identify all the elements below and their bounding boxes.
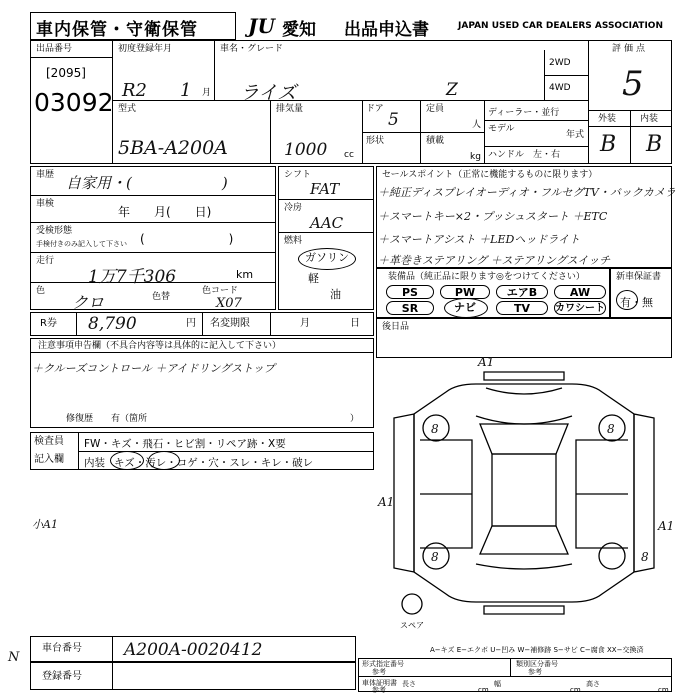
category-label: 類別区分番号 bbox=[516, 660, 558, 668]
displacement-label: 排気量 bbox=[276, 104, 304, 114]
mileage-label: 走行 bbox=[36, 256, 55, 266]
interior-score: B bbox=[646, 132, 663, 157]
drive-4wd: 4WD bbox=[549, 83, 571, 93]
doors: 5 bbox=[388, 110, 399, 130]
listing-number-label: 出品番号 bbox=[36, 44, 73, 54]
ac-label: 冷房 bbox=[284, 203, 303, 213]
inspector-label-1: 検査員 bbox=[34, 436, 64, 447]
car-name: ライズ bbox=[240, 82, 297, 104]
model: 5BA-A200A bbox=[118, 137, 228, 159]
fuel-oil: 油 bbox=[330, 288, 341, 301]
sales-point-1: ＋純正ディスプレイオーディオ・フルセグTV・バックカメラ bbox=[378, 186, 676, 199]
sales-point-4: ＋革巻きステアリング ＋ステアリングスイッチ bbox=[378, 254, 611, 267]
inspector-remark: 小A1 bbox=[32, 518, 58, 531]
car-name-label: 車名・グレード bbox=[220, 44, 284, 54]
shape-label: 形状 bbox=[366, 136, 385, 146]
model-year-label: モデル bbox=[488, 124, 515, 134]
load-label: 積載 bbox=[426, 136, 445, 146]
notes-title: 注意事項申告欄（不具合内容等は具体的に記入して下さい） bbox=[38, 341, 282, 351]
ac: AAC bbox=[310, 214, 344, 232]
color-change-label: 色替 bbox=[152, 292, 171, 302]
width-label: 幅 bbox=[494, 680, 501, 688]
r-ticket-unit: 円 bbox=[186, 318, 196, 329]
drive-2wd: 2WD bbox=[549, 58, 571, 68]
repair-history-label: 修復歴 有（箇所 bbox=[66, 414, 148, 424]
form-spec-label: 形式指定番号 bbox=[362, 660, 404, 668]
usage-value: 自家用・( ) bbox=[66, 174, 228, 192]
name-change-day: 日 bbox=[350, 318, 360, 329]
interior-stain-circle bbox=[148, 451, 180, 470]
shift: FAT bbox=[310, 180, 340, 198]
width-unit: cm bbox=[570, 686, 581, 694]
damage-legend: A−キズ E−エクボ U−凹み W−補修跡 S−サビ C−腐食 XX−交換済 bbox=[430, 646, 644, 654]
inspector-label-2: 記入欄 bbox=[34, 454, 64, 465]
score: 5 bbox=[622, 64, 644, 104]
inspection-label: 車検 bbox=[36, 199, 55, 209]
equipment-title: 装備品（純正品に限ります◎をつけてください） bbox=[388, 272, 585, 282]
sales-point-2: ＋スマートキー×2・プッシュスタート ＋ETC bbox=[378, 210, 608, 223]
warranty-yes-circle bbox=[616, 290, 638, 310]
inspector-interior-row: キズ・汚レ・コゲ・穴・スレ・キレ・破レ bbox=[114, 457, 314, 469]
fuel-label: 燃料 bbox=[284, 236, 303, 246]
score-label: 評価点 bbox=[612, 44, 649, 54]
new-warranty-value: 有・無 bbox=[620, 296, 653, 309]
r-ticket-label: R券 bbox=[40, 318, 57, 329]
fuel-gasoline: ガソリン bbox=[305, 251, 349, 264]
height-unit: cm bbox=[658, 686, 669, 694]
equip-airbag: エアB bbox=[496, 285, 548, 299]
later-docs-block bbox=[376, 318, 672, 358]
shift-label: シフト bbox=[284, 170, 312, 180]
usage-label: 車歴 bbox=[36, 170, 55, 180]
equip-navi: ナビ bbox=[454, 301, 476, 314]
registration-label: 登録番号 bbox=[42, 671, 82, 682]
spare-label: スペア bbox=[400, 621, 424, 630]
name-change-month: 月 bbox=[300, 318, 310, 329]
reception-label: 受検形態 bbox=[36, 226, 73, 236]
capacity-unit: 人 bbox=[472, 120, 482, 130]
reception-value: ( ) bbox=[140, 232, 234, 246]
inspector-interior-label: 内装 bbox=[84, 457, 105, 469]
interior-scratch-circle bbox=[110, 451, 144, 470]
inspection-value: 年 月( 日) bbox=[118, 205, 212, 219]
storage-title: 車内保管・守衛保管 bbox=[36, 20, 198, 40]
inspector-exterior-row: FW・キズ・飛石・ヒビ割・リペア跡・X要 bbox=[84, 438, 286, 450]
form-title: 出品申込書 bbox=[344, 20, 429, 40]
first-registration-month: 1 bbox=[180, 80, 192, 101]
chassis-label: 車台番号 bbox=[42, 643, 82, 654]
interior-label: 内装 bbox=[640, 114, 659, 124]
model-year-unit: 年式 bbox=[566, 130, 585, 140]
sales-point-3: ＋スマートアシスト ＋LEDヘッドライト bbox=[378, 233, 580, 246]
length-unit: cm bbox=[478, 686, 489, 694]
equip-sr: SR bbox=[386, 301, 434, 315]
org-name-en: JAPAN USED CAR DEALERS ASSOCIATION bbox=[458, 21, 663, 31]
load-unit: kg bbox=[470, 152, 481, 162]
mileage-unit: km bbox=[236, 268, 254, 281]
first-registration-era: R2 bbox=[122, 80, 148, 101]
exterior-label: 外装 bbox=[598, 114, 617, 124]
mileage: 1万7千306 bbox=[88, 267, 177, 287]
fuel-light: 軽 bbox=[308, 272, 319, 285]
car-grade: Z bbox=[446, 80, 458, 100]
notes-entry: ＋クルーズコントロール ＋アイドリングストップ bbox=[32, 362, 275, 375]
side-mark: N bbox=[8, 650, 20, 665]
ju-logo: JU bbox=[248, 14, 275, 38]
diagram-mark-wheel-fr: 8 bbox=[607, 422, 615, 436]
reception-note: 手検付きのみ記入して下さい bbox=[36, 240, 127, 248]
lot-number: 03092 bbox=[34, 88, 114, 117]
chassis-number: A200A-0020412 bbox=[124, 640, 263, 660]
diagram-mark-a1-front: A1 bbox=[478, 355, 495, 369]
diagram-mark-a1-left: A1 bbox=[378, 495, 395, 509]
org-name: 愛知 bbox=[282, 20, 316, 40]
handle-label: ハンドル 左・右 bbox=[488, 150, 561, 160]
first-registration-label: 初度登録年月 bbox=[118, 44, 173, 54]
length-label: 長さ bbox=[402, 680, 416, 688]
equip-aw: AW bbox=[554, 285, 606, 299]
later-docs-label: 後日品 bbox=[382, 322, 410, 332]
sales-points-title: セールスポイント（正常に機能するものに限ります） bbox=[382, 170, 598, 180]
bracket-number: [2095] bbox=[46, 66, 86, 80]
dealer-label: ディーラー・並行 bbox=[488, 108, 560, 118]
equip-ps: PS bbox=[386, 285, 434, 299]
diagram-mark-wheel-fl: 8 bbox=[431, 422, 439, 436]
doors-label: ドア bbox=[366, 104, 384, 114]
diagram-mark-a1-right: A1 bbox=[658, 519, 675, 533]
r-ticket-value: 8,790 bbox=[88, 314, 137, 334]
repair-history-close: ） bbox=[350, 414, 360, 424]
equip-navi-circle bbox=[444, 298, 488, 318]
height-label: 高さ bbox=[586, 680, 600, 688]
car-damage-diagram bbox=[376, 355, 675, 644]
equip-pw: PW bbox=[440, 285, 490, 299]
name-change-label: 名変期限 bbox=[210, 318, 250, 329]
diagram-mark-wheel-rl: 8 bbox=[431, 550, 439, 564]
color: クロ bbox=[72, 293, 105, 312]
new-warranty-label: 新車保証書 bbox=[616, 272, 662, 282]
month-unit: 月 bbox=[202, 88, 212, 98]
capacity-label: 定員 bbox=[426, 104, 445, 114]
equip-kawa-seat: カワシート bbox=[555, 303, 605, 314]
displacement-unit: cc bbox=[344, 150, 354, 160]
model-label: 型式 bbox=[118, 104, 137, 114]
color-code: X07 bbox=[216, 296, 242, 311]
exterior-score: B bbox=[600, 132, 617, 157]
equip-tv: TV bbox=[496, 301, 548, 315]
form-spec-ref: 参考 bbox=[372, 668, 386, 676]
cert-label: 車体証明書 bbox=[362, 679, 397, 687]
diagram-mark-wheel-rr: 8 bbox=[641, 550, 649, 564]
cert-ref: 参考 bbox=[372, 686, 386, 694]
color-code-label: 色コード bbox=[202, 286, 239, 296]
displacement: 1000 bbox=[284, 140, 328, 160]
category-ref: 参考 bbox=[528, 668, 542, 676]
color-label: 色 bbox=[36, 286, 46, 296]
